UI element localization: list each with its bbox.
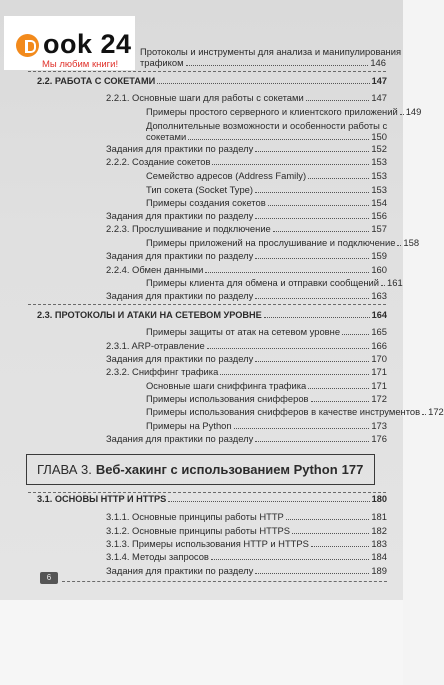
toc-item: Примеры использования снифферов 172: [146, 393, 387, 404]
toc-item: Задания для практики по разделу 159: [106, 250, 387, 261]
page-number: 6: [40, 572, 58, 584]
logo-tagline: Мы любим книги!: [42, 59, 119, 70]
footer-divider: [62, 581, 387, 582]
toc-item: 2.2.4. Обмен данными 160: [106, 264, 387, 275]
toc-item: Задания для практики по разделу 189: [106, 565, 387, 576]
toc-line-top-1: Протоколы и инструменты для анализа и манипулирования: [140, 46, 402, 57]
toc-item: Задания для практики по разделу 176: [106, 433, 387, 444]
toc-item: 2.3.1. ARP-отравление 166: [106, 340, 387, 351]
toc-item: 2.2.3. Прослушивание и подключение 157: [106, 223, 387, 234]
toc-item: Тип сокета (Socket Type) 153: [146, 184, 387, 195]
divider: [28, 304, 386, 305]
toc-section-3-1: 3.1. ОСНОВЫ HTTP И HTTPS 180: [37, 494, 387, 504]
toc-section-2-2: 2.2. РАБОТА С СОКЕТАМИ 147: [37, 76, 387, 86]
toc-item: Семейство адресов (Address Family) 153: [146, 170, 387, 181]
divider: [28, 492, 386, 493]
toc-item: 3.1.1. Основные принципы работы HTTP 181: [106, 511, 387, 522]
toc-item: 3.1.4. Методы запросов 184: [106, 551, 387, 562]
toc-item: Примеры создания сокетов 154: [146, 197, 387, 208]
toc-item: 2.2.2. Создание сокетов 153: [106, 156, 387, 167]
toc-item: Примеры защиты от атак на сетевом уровне 165: [146, 326, 387, 337]
toc-item: Задания для практики по разделу 156: [106, 210, 387, 221]
toc-item: 2.2.1. Основные шаги для работы с сокетами 147: [106, 92, 387, 103]
toc-section-2-3: 2.3. ПРОТОКОЛЫ И АТАКИ НА СЕТЕВОМ УРОВНЕ 164: [37, 310, 387, 320]
toc-line-top-2: трафиком 146: [140, 57, 386, 68]
toc-item: 3.1.2. Основные принципы работы HTTPS 182: [106, 525, 387, 536]
logo-brand-text: ook 24: [43, 29, 132, 59]
toc-item: Примеры простого серверного и клиентского приложений 149: [146, 106, 422, 117]
chapter-3-heading: ГЛАВА 3. Веб-хакинг с использованием Python 177: [26, 454, 375, 485]
toc-item: Задания для практики по разделу 163: [106, 290, 387, 301]
toc-item: Задания для практики по разделу 152: [106, 143, 387, 154]
toc-item: Дополнительные возможности и особенности работы с: [146, 120, 388, 131]
toc-item: сокетами 150: [146, 131, 387, 142]
toc-item: Основные шаги сниффинга трафика 171: [146, 380, 387, 391]
toc-item: 3.1.3. Примеры использования HTTP и HTTPS 183: [106, 538, 387, 549]
toc-item: Примеры клиента для обмена и отправки сообщений 161: [146, 277, 403, 288]
toc-item: Примеры на Python 173: [146, 420, 387, 431]
toc-item: Примеры приложений на прослушивание и подключение 158: [146, 237, 420, 248]
logo-b-icon: [16, 34, 39, 57]
book24-logo[interactable]: [4, 16, 135, 70]
toc-item: Задания для практики по разделу 170: [106, 353, 387, 364]
toc-item: 2.3.2. Сниффинг трафика 171: [106, 366, 387, 377]
background-area: [0, 600, 403, 685]
divider: [28, 71, 386, 72]
toc-item: Примеры использования снифферов в качестве инструментов 172: [146, 406, 444, 417]
